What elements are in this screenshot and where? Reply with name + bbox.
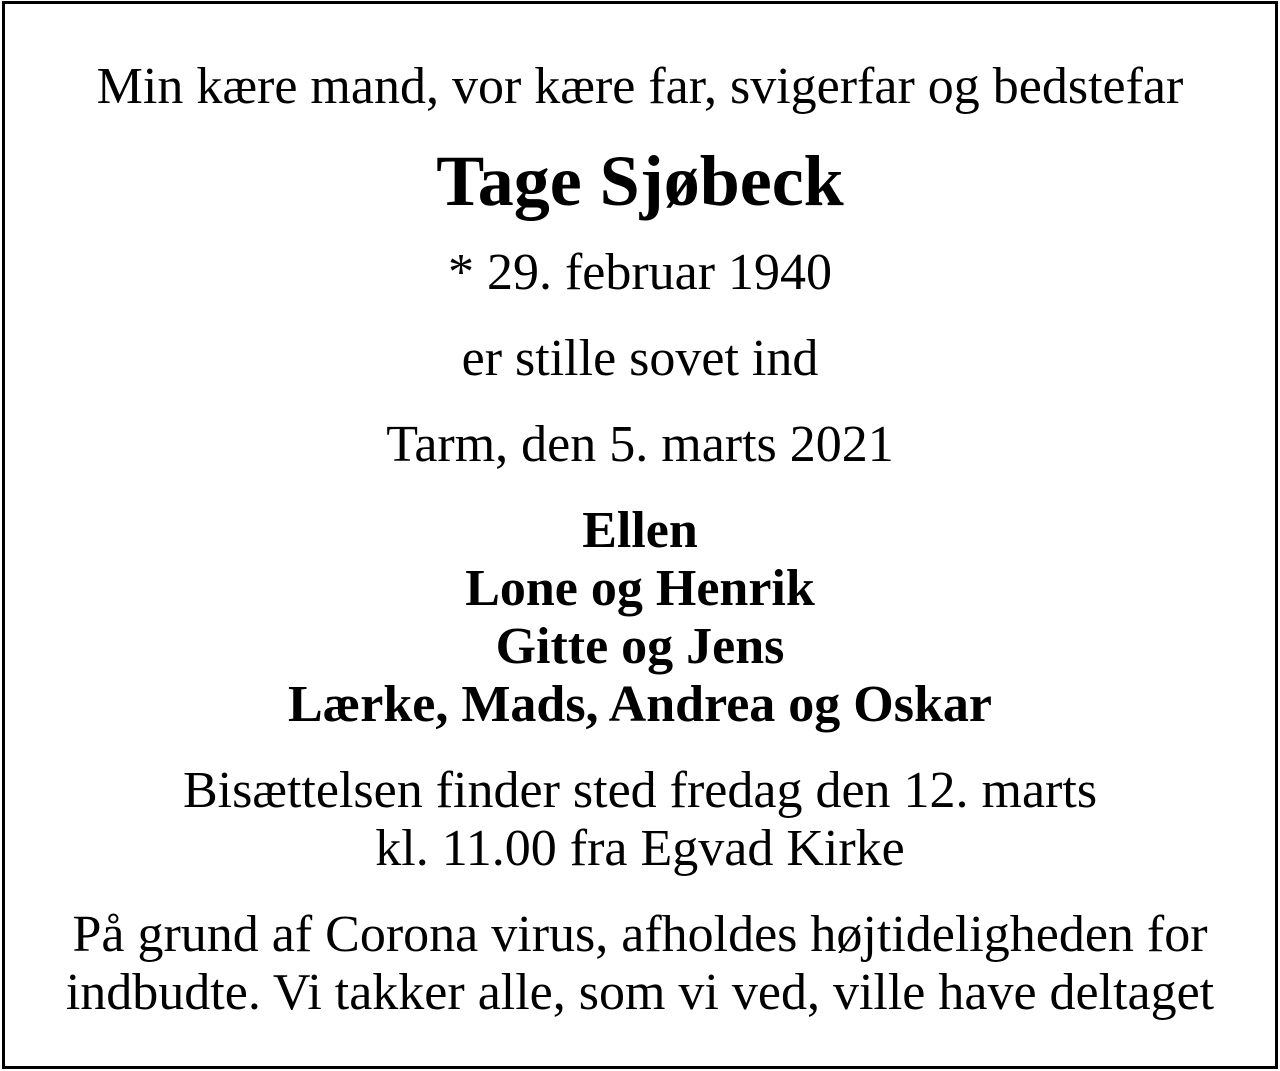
family-line: Gitte og Jens bbox=[495, 618, 785, 675]
intro-line: Min kære mand, vor kære far, svigerfar og bedstefar bbox=[96, 58, 1184, 115]
family-line: Lone og Henrik bbox=[465, 560, 815, 617]
place-and-date: Tarm, den 5. marts 2021 bbox=[386, 416, 894, 473]
corona-note-line: indbudte. Vi takker alle, som vi ved, ville have deltaget bbox=[65, 964, 1215, 1021]
corona-note-line: På grund af Corona virus, afholdes højtideligheden for bbox=[72, 906, 1208, 963]
corona-note-block bbox=[0, 906, 1280, 1022]
ceremony-line: Bisættelsen finder sted fredag den 12. marts bbox=[182, 762, 1098, 819]
deceased-name: Tage Sjøbeck bbox=[436, 141, 844, 221]
family-names-block bbox=[0, 502, 1280, 734]
ceremony-line: kl. 11.00 fra Egvad Kirke bbox=[375, 820, 905, 877]
family-line: Ellen bbox=[582, 502, 698, 559]
death-statement: er stille sovet ind bbox=[461, 330, 819, 387]
birth-date: * 29. februar 1940 bbox=[447, 244, 833, 301]
family-line: Lærke, Mads, Andrea og Oskar bbox=[288, 676, 992, 733]
ceremony-block bbox=[0, 762, 1280, 878]
